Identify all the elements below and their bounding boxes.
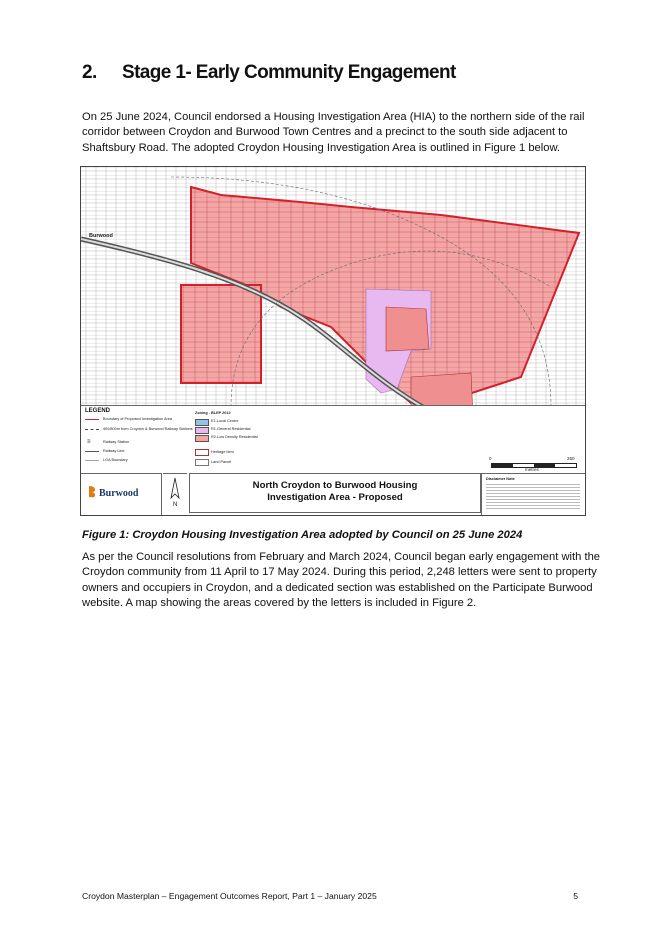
e1-swatch bbox=[195, 419, 209, 426]
burwood-logo-icon bbox=[87, 484, 97, 498]
lga-swatch bbox=[85, 460, 99, 461]
scale-max: 250 bbox=[567, 456, 575, 461]
legend-r2: R2-Low Density Residential bbox=[211, 435, 258, 439]
intro-paragraph: On 25 June 2024, Council endorsed a Housing Investigation Area (HIA) to the northern side of the rail corridor between Croydon and Burwood Town Centres and a precinct to the south side adjacent to Shaftsbury Road. The adopted Croydon Housing Investigation Area is outlined in Figure 1 below. bbox=[82, 111, 585, 154]
map-title-line1: North Croydon to Burwood Housing bbox=[252, 480, 418, 491]
engagement-paragraph: As per the Council resolutions from February and March 2024, Council began early engagement with the Croydon community from 11 April to 17 May 2024. During this period, 2,248 letters were sent to property owners and occupiers in Croydon, and a dedicated section was established on the Participate Burwood website. A map showing the areas covered by the letters is included in Figure 2. bbox=[82, 551, 601, 610]
zoning-title: Zoning - BLEP 2012 bbox=[195, 411, 231, 415]
r1-swatch bbox=[195, 427, 209, 434]
legend-parcel: Land Parcel bbox=[211, 460, 232, 464]
footer-text: Croydon Masterplan – Engagement Outcomes Report, Part 1 – January 2025 bbox=[82, 891, 377, 901]
disclaimer-box bbox=[481, 473, 586, 515]
section-number: 2. bbox=[82, 62, 97, 83]
burwood-label: Burwood bbox=[89, 233, 113, 239]
legend-radius: 400/800m from Croydon & Burwood Railway Stations bbox=[103, 427, 193, 431]
hia-map bbox=[81, 167, 585, 407]
section-heading bbox=[82, 62, 456, 84]
disclaimer-text-lines bbox=[486, 484, 580, 510]
rail-swatch bbox=[85, 451, 99, 452]
legend-title: LEGEND bbox=[85, 408, 111, 414]
north-arrow-icon bbox=[163, 476, 187, 504]
radius-swatch bbox=[85, 429, 99, 430]
legend-r1: R1-General Residential bbox=[211, 427, 251, 431]
legend-lga: LGA Boundary bbox=[103, 458, 128, 462]
hia-block-large-b bbox=[411, 373, 473, 407]
r2-swatch bbox=[195, 435, 209, 442]
north-arrow bbox=[163, 473, 187, 515]
parcel-swatch bbox=[195, 459, 209, 466]
logo-box bbox=[81, 473, 162, 515]
section-title: Stage 1- Early Community Engagement bbox=[122, 62, 456, 83]
legend-boundary: Boundary of Proposed Investigation Area bbox=[103, 417, 173, 421]
map-title-box bbox=[189, 473, 481, 513]
legend-station: Railway Station bbox=[103, 440, 130, 444]
north-label: N bbox=[173, 502, 178, 508]
page-footer bbox=[82, 891, 578, 901]
page-number: 5 bbox=[573, 891, 578, 901]
hia-block-large-a bbox=[386, 307, 429, 351]
hia-south-precinct bbox=[181, 285, 261, 383]
train-icon: ≡ bbox=[87, 439, 91, 445]
burwood-logo-text: Burwood bbox=[99, 488, 139, 499]
boundary-swatch bbox=[85, 419, 99, 420]
map-title-line2: Investigation Area - Proposed bbox=[267, 492, 403, 503]
scale-unit: metres bbox=[525, 467, 539, 472]
legend-heritage: Heritage Item bbox=[211, 450, 234, 454]
legend-e1: E1-Local Centre bbox=[211, 419, 239, 423]
hia-map-figure bbox=[80, 166, 586, 516]
legend-rail: Railway Line bbox=[103, 449, 125, 453]
heritage-swatch bbox=[195, 449, 209, 456]
figure-caption: Figure 1: Croydon Housing Investigation Area adopted by Council on 25 June 2024 bbox=[82, 529, 523, 541]
disclaimer-title: Disclaimer Note bbox=[486, 477, 515, 481]
scale-zero: 0 bbox=[489, 456, 492, 461]
